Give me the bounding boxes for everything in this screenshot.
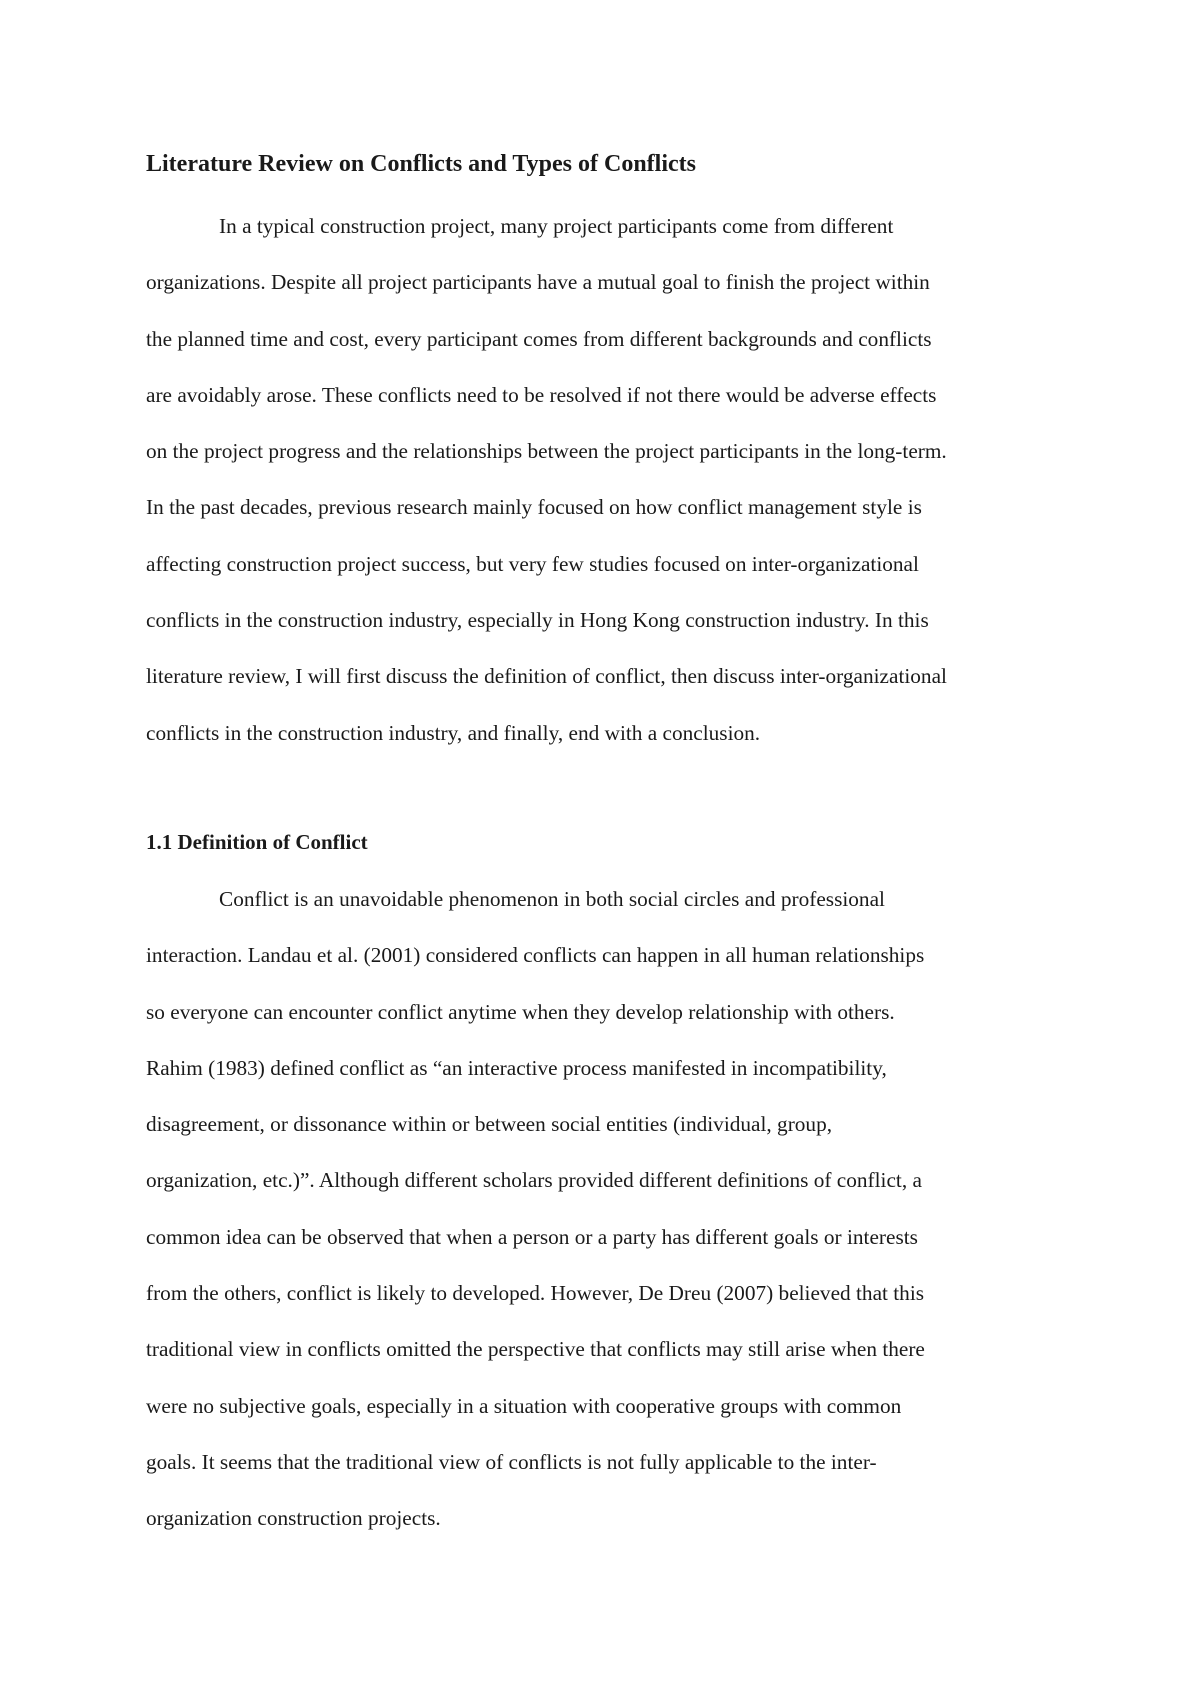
paragraph-line: Conflict is an unavoidable phenomenon in both social circles and professional (219, 887, 885, 911)
paragraph-line: goals. It seems that the traditional view of conflicts is not fully applicable to the inter- (146, 1449, 877, 1474)
paragraph-line: conflicts in the construction industry, and finally, end with a conclusion. (146, 720, 761, 745)
paragraph-line: Rahim (1983) defined conflict as “an interactive process manifested in incompatibility, (146, 1055, 887, 1080)
paragraph-line: so everyone can encounter conflict anytime when they develop relationship with others. (146, 999, 895, 1024)
paragraph-line: literature review, I will first discuss the definition of conflict, then discuss inter-organizational (146, 664, 947, 689)
intro-paragraph (146, 198, 1066, 761)
paragraph-line: on the project progress and the relationships between the project participants in the long-term. (146, 439, 947, 464)
paragraph-line: from the others, conflict is likely to developed. However, De Dreu (2007) believed that this (146, 1281, 925, 1306)
definition-paragraph (146, 871, 1066, 1547)
paragraph-line: the planned time and cost, every participant comes from different backgrounds and conflicts (146, 326, 932, 351)
paragraph-line: organization, etc.)”. Although different scholars provided different definitions of conflict, a (146, 1168, 922, 1193)
paragraph-line: In a typical construction project, many project participants come from different (219, 214, 894, 238)
paragraph-line: organizations. Despite all project participants have a mutual goal to finish the project within (146, 270, 930, 295)
paragraph-line: were no subjective goals, especially in a situation with cooperative groups with common (146, 1393, 902, 1418)
paragraph-line: disagreement, or dissonance within or between social entities (individual, group, (146, 1112, 833, 1137)
paragraph-line: affecting construction project success, but very few studies focused on inter-organizational (146, 551, 919, 576)
paragraph-line: In the past decades, previous research mainly focused on how conflict management style is (146, 495, 922, 520)
paragraph-line: organization construction projects. (146, 1506, 441, 1531)
document-title: Literature Review on Conflicts and Types of Conflicts (146, 151, 696, 177)
paragraph-line: common idea can be observed that when a person or a party has different goals or interests (146, 1224, 918, 1249)
paragraph-line: are avoidably arose. These conflicts need to be resolved if not there would be adverse effects (146, 382, 937, 407)
section-heading: 1.1 Definition of Conflict (146, 830, 368, 854)
paragraph-line: interaction. Landau et al. (2001) considered conflicts can happen in all human relationships (146, 943, 925, 968)
paragraph-line: conflicts in the construction industry, especially in Hong Kong construction industry. In this (146, 608, 929, 633)
paragraph-line: traditional view in conflicts omitted the perspective that conflicts may still arise when there (146, 1337, 925, 1362)
